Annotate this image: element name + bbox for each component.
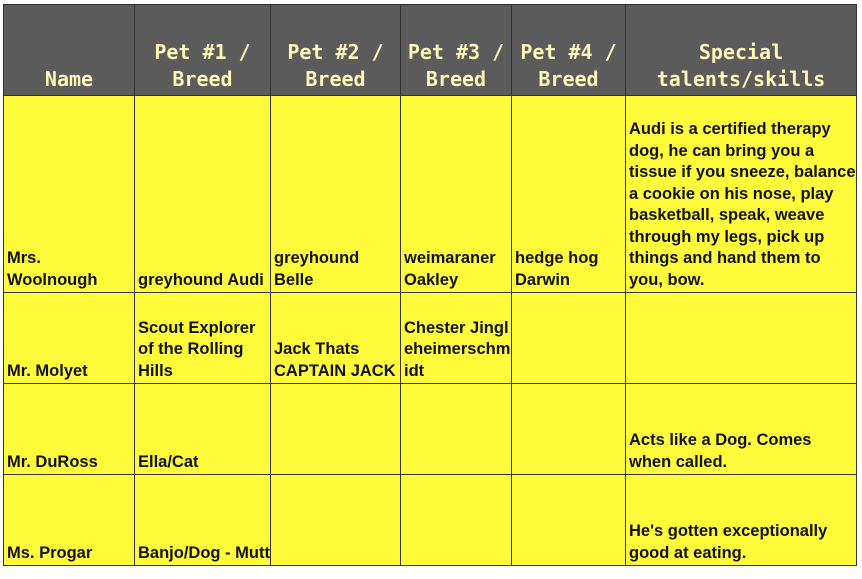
table-row [4,293,857,384]
header-pet-1: Pet #1 / Breed [135,5,271,96]
cell-pet-3[interactable] [401,475,512,566]
cell-special-talents[interactable]: Audi is a certified therapy dog, he can bring you a tissue if you sneeze, balance a cookie on his nose, play basketball, speak, weave through my legs, pick up things and hand them to you, bow. [626,96,857,293]
header-special-talents: Special talents/skills [626,5,857,96]
cell-name[interactable]: Mr. Molyet [4,293,135,384]
cell-name[interactable]: Mr. DuRoss [4,384,135,475]
cell-pet-2[interactable] [271,384,401,475]
cell-pet-4[interactable]: hedge hog Darwin [512,96,626,293]
cell-pet-1[interactable]: greyhound Audi [135,96,271,293]
cell-pet-3[interactable] [401,384,512,475]
cell-pet-2[interactable] [271,475,401,566]
header-name: Name [4,5,135,96]
cell-pet-4[interactable] [512,475,626,566]
pets-table [3,4,857,566]
cell-pet-2[interactable]: greyhound Belle [271,96,401,293]
cell-name[interactable]: Mrs. Woolnough [4,96,135,293]
cell-pet-3[interactable]: weimaraner Oakley [401,96,512,293]
header-pet-3: Pet #3 / Breed [401,5,512,96]
cell-pet-1[interactable]: Banjo/Dog - Mutt [135,475,271,566]
cell-pet-2[interactable]: Jack Thats CAPTAIN JACK [271,293,401,384]
cell-pet-1[interactable]: Scout Explorer of the Rolling Hills [135,293,271,384]
cell-special-talents[interactable]: Acts like a Dog. Comes when called. [626,384,857,475]
header-pet-2: Pet #2 / Breed [271,5,401,96]
cell-pet-3[interactable]: Chester Jingleheimerschmidt [401,293,512,384]
cell-pet-4[interactable] [512,384,626,475]
table-row [4,384,857,475]
cell-special-talents[interactable]: He's gotten exceptionally good at eating. [626,475,857,566]
cell-special-talents[interactable] [626,293,857,384]
header-pet-4: Pet #4 / Breed [512,5,626,96]
cell-name[interactable]: Ms. Progar [4,475,135,566]
table-row [4,96,857,293]
cell-pet-4[interactable] [512,293,626,384]
header-row [4,5,857,96]
cell-pet-1[interactable]: Ella/Cat [135,384,271,475]
table-row [4,475,857,566]
